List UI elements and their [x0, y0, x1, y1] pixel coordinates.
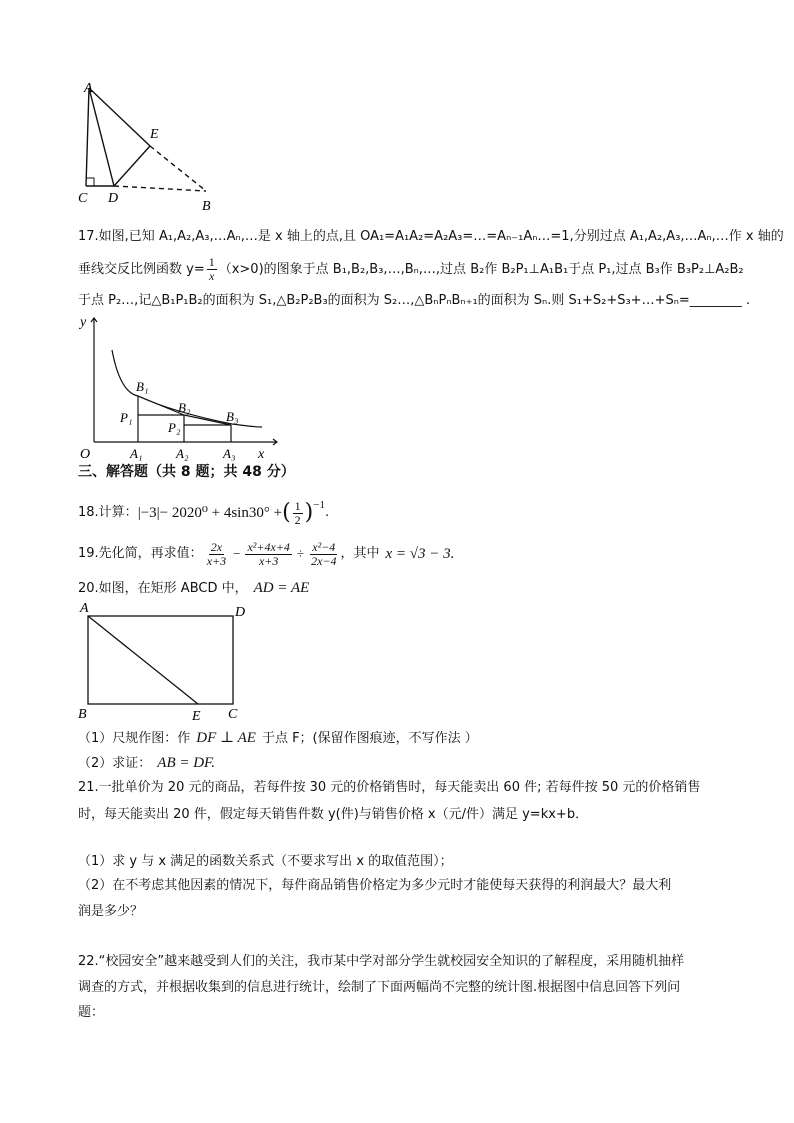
q18-prefix: 18.计算：: [78, 505, 138, 520]
label-A1: A₁: [130, 446, 143, 461]
label-E: E: [192, 709, 201, 724]
segment-AE: [88, 616, 198, 704]
q19-minus: −: [233, 546, 241, 561]
q19-f3-num: x²−4: [312, 539, 336, 554]
q21-line2: 时，每天能卖出 20 件，假定每天销售件数 y(件)与销售价格 x（元/件）满足 y=kx+b．: [78, 807, 589, 822]
label-E: E: [150, 127, 159, 142]
q19: [78, 537, 454, 571]
q22-line1: 22.“校园安全”越来越受到人们的关注，我市某中学对部分学生就校园安全知识的了解程度，采用随机抽样: [78, 954, 685, 969]
section-title: 三、解答题（共 8 题；共 48 分）: [78, 464, 295, 480]
label-D: D: [108, 191, 119, 206]
q17-line3: 于点 P₂…,记△B₁P₁B₂的面积为 S₁,△B₂P₂B₃的面积为 S₂…,△BₙPₙBₙ₊₁的面积为 Sₙ.则 S₁+S₂+S₃+…+Sₙ=________ .: [78, 293, 751, 308]
q19-mid: ，其中: [340, 546, 380, 561]
segment-AD: [89, 88, 114, 186]
q19-frac-3: [309, 541, 338, 568]
label-B3: B₃: [226, 409, 239, 424]
q17-line2-pre: 垂线交反比例函数 y=: [78, 262, 205, 277]
label-B1: B₁: [136, 379, 149, 394]
q21-part2-line2: 润是多少？: [78, 904, 144, 919]
q20-part2: [78, 754, 215, 773]
figure-triangle: [70, 78, 230, 214]
q20-p2-pre: （2）求证：: [78, 756, 152, 771]
segment-AE: [89, 88, 150, 146]
label-B2: B₂: [178, 400, 191, 415]
q19-condition: x = √3 − 3.: [385, 546, 455, 562]
label-P2: P₂: [168, 420, 181, 435]
rectangle-ABCD: [88, 616, 233, 704]
q19-frac-2: [245, 541, 291, 568]
segment-B2B3: [184, 415, 231, 425]
q19-f2-den: x+3: [258, 553, 279, 568]
segment-DE: [114, 146, 150, 186]
right-angle-mark: [86, 178, 94, 186]
q17-line1: 17.如图,已知 A₁,A₂,A₃,…Aₙ,…是 x 轴上的点,且 OA₁=A₁A₂=A₂A₃=…=Aₙ₋₁Aₙ…=1,分别过点 A₁,A₂,A₃,…Aₙ,…作 x 轴的: [78, 229, 784, 244]
segment-DB: [114, 186, 206, 191]
q19-frac-1: [205, 541, 228, 568]
segment-EB: [150, 146, 206, 191]
label-A3: A₃: [223, 446, 236, 461]
q18-paren-close: ): [304, 500, 314, 525]
q18-frac-den: 2: [294, 512, 301, 527]
label-P1: P₁: [120, 410, 133, 425]
q18-paren-open: (: [282, 500, 291, 525]
label-C: C: [78, 191, 88, 206]
q20-condition: AD = AE: [253, 580, 310, 596]
q21-part2-line1: （2）在不考虑其他因素的情况下，每件商品销售价格定为多少元时才能使每天获得的利润最大？最大利: [78, 878, 672, 893]
q21-part1: （1）求 y 与 x 满足的函数关系式（不要求写出 x 的取值范围）；: [78, 854, 453, 869]
q17-line2: [78, 256, 744, 283]
label-A2: A₂: [176, 446, 189, 461]
label-B: B: [78, 707, 87, 722]
figure-rectangle: [74, 598, 254, 726]
label-x: x: [258, 447, 265, 462]
q18-exponent: −1: [313, 499, 325, 511]
q17-frac-num: 1: [208, 255, 215, 269]
q18-frac-num: 1: [294, 498, 301, 513]
label-C: C: [228, 707, 238, 722]
q18-expr: |−3|− 2020⁰ + 4sin30° +: [137, 505, 283, 521]
q20-p1-pre: （1）尺规作图：作: [78, 731, 191, 746]
label-O: O: [80, 447, 91, 462]
q20-text: 20.如图，在矩形 ABCD 中，: [78, 581, 248, 596]
q20-p1-post: 于点 F；(保留作图痕迹，不写作法 ）: [261, 731, 478, 746]
q19-f3-den: 2x−4: [311, 553, 337, 568]
label-B: B: [202, 199, 211, 214]
q20-p1-math: DF ⊥ AE: [196, 730, 256, 746]
q18: [78, 498, 329, 528]
figure-hyperbola: [72, 312, 282, 462]
label-y: y: [80, 315, 87, 330]
label-A: A: [84, 81, 93, 96]
q19-f1-num: 2x: [210, 539, 223, 554]
q17-fraction: [207, 256, 217, 283]
q17-line2-post: （x>0)的图象于点 B₁,B₂,B₃,…,Bₙ,…,过点 B₂作 B₂P₁⊥A₁B₁于点 P₁,过点 B₃作 B₃P₂⊥A₂B₂: [218, 262, 744, 277]
segment-AC: [86, 88, 89, 186]
q19-f2-num: x²+4x+4: [247, 539, 290, 554]
q19-divide: ÷: [296, 546, 305, 561]
q17-frac-den: x: [209, 269, 215, 283]
q22-line3: 题：: [78, 1005, 105, 1020]
q20-line: [78, 579, 309, 598]
q18-fraction: [293, 500, 303, 527]
q22-line2: 调查的方式，并根据收集到的信息进行统计，绘制了下面两幅尚不完整的统计图.根据图中信息回答下列问: [78, 980, 681, 995]
q18-end: .: [324, 505, 330, 520]
q19-f1-den: x+3: [206, 553, 227, 568]
q20-p2-math: AB = DF.: [157, 755, 216, 771]
q19-prefix: 19.先化简，再求值：: [78, 546, 203, 561]
label-D: D: [235, 605, 246, 620]
label-A: A: [80, 601, 89, 616]
q20-part1: [78, 729, 478, 748]
q21-line1: 21.一批单价为 20 元的商品，若每件按 30 元的价格销售时，每天能卖出 60 件; 若每件按 50 元的价格销售: [78, 780, 701, 795]
